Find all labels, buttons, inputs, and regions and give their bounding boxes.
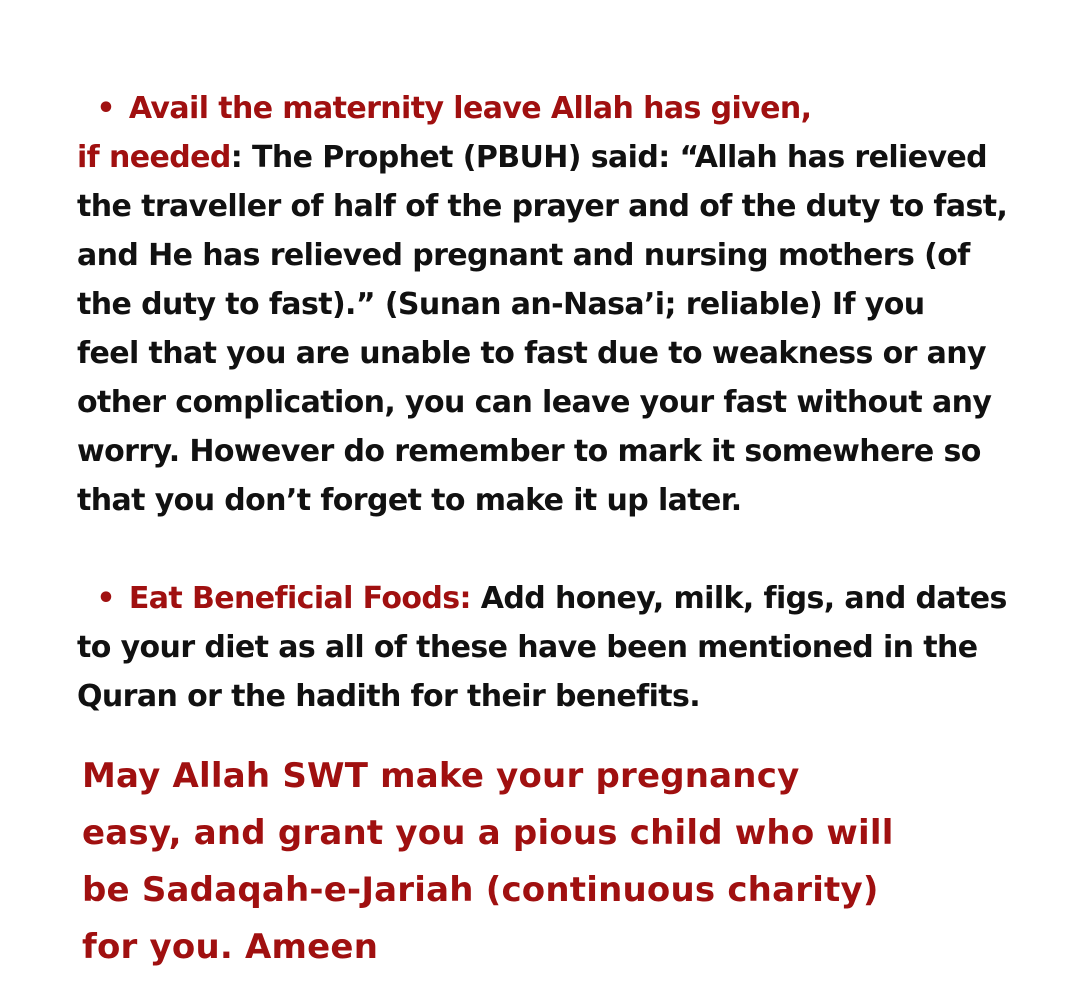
bullet: • (96, 91, 115, 126)
paragraph-line: to your diet as all of these have been mentioned in the (77, 630, 978, 665)
bullet: • (96, 581, 115, 616)
maternity-leave-section (77, 84, 1067, 525)
section-heading: Avail the maternity leave Allah has given, (128, 91, 812, 126)
closing-line: be Sadaqah-e-Jariah (continuous charity) (82, 870, 879, 910)
paragraph-line: worry. However do remember to mark it somewhere so (77, 434, 981, 469)
section-heading-line (77, 84, 1067, 133)
paragraph-line: Quran or the hadith for their benefits. (77, 679, 701, 714)
paragraph-line: feel that you are unable to fast due to weakness or any (77, 336, 986, 371)
closing-dua (82, 748, 894, 976)
section-heading: Eat Beneficial Foods: (128, 581, 471, 616)
beneficial-foods-section (77, 574, 1067, 721)
paragraph-line: the duty to fast).” (Sunan an-Nasa’i; reliable) If you (77, 287, 925, 322)
paragraph-line (77, 574, 1067, 623)
paragraph-text: Add honey, milk, figs, and dates (470, 581, 1007, 616)
paragraph-line (77, 133, 1067, 182)
paragraph-text: The Prophet (PBUH) said: “Allah has relieved (242, 140, 988, 175)
closing-line: easy, and grant you a pious child who will (82, 813, 894, 853)
paragraph-line: other complication, you can leave your fast without any (77, 385, 992, 420)
paragraph-line: the traveller of half of the prayer and of the duty to fast, (77, 189, 1008, 224)
closing-line: May Allah SWT make your pregnancy (82, 756, 800, 796)
colon: : (230, 140, 243, 175)
paragraph-line: and He has relieved pregnant and nursing mothers (of (77, 238, 970, 273)
section-heading-continued: if needed (77, 140, 231, 175)
closing-line: for you. Ameen (82, 927, 379, 967)
paragraph-line: that you don’t forget to make it up later. (77, 483, 742, 518)
